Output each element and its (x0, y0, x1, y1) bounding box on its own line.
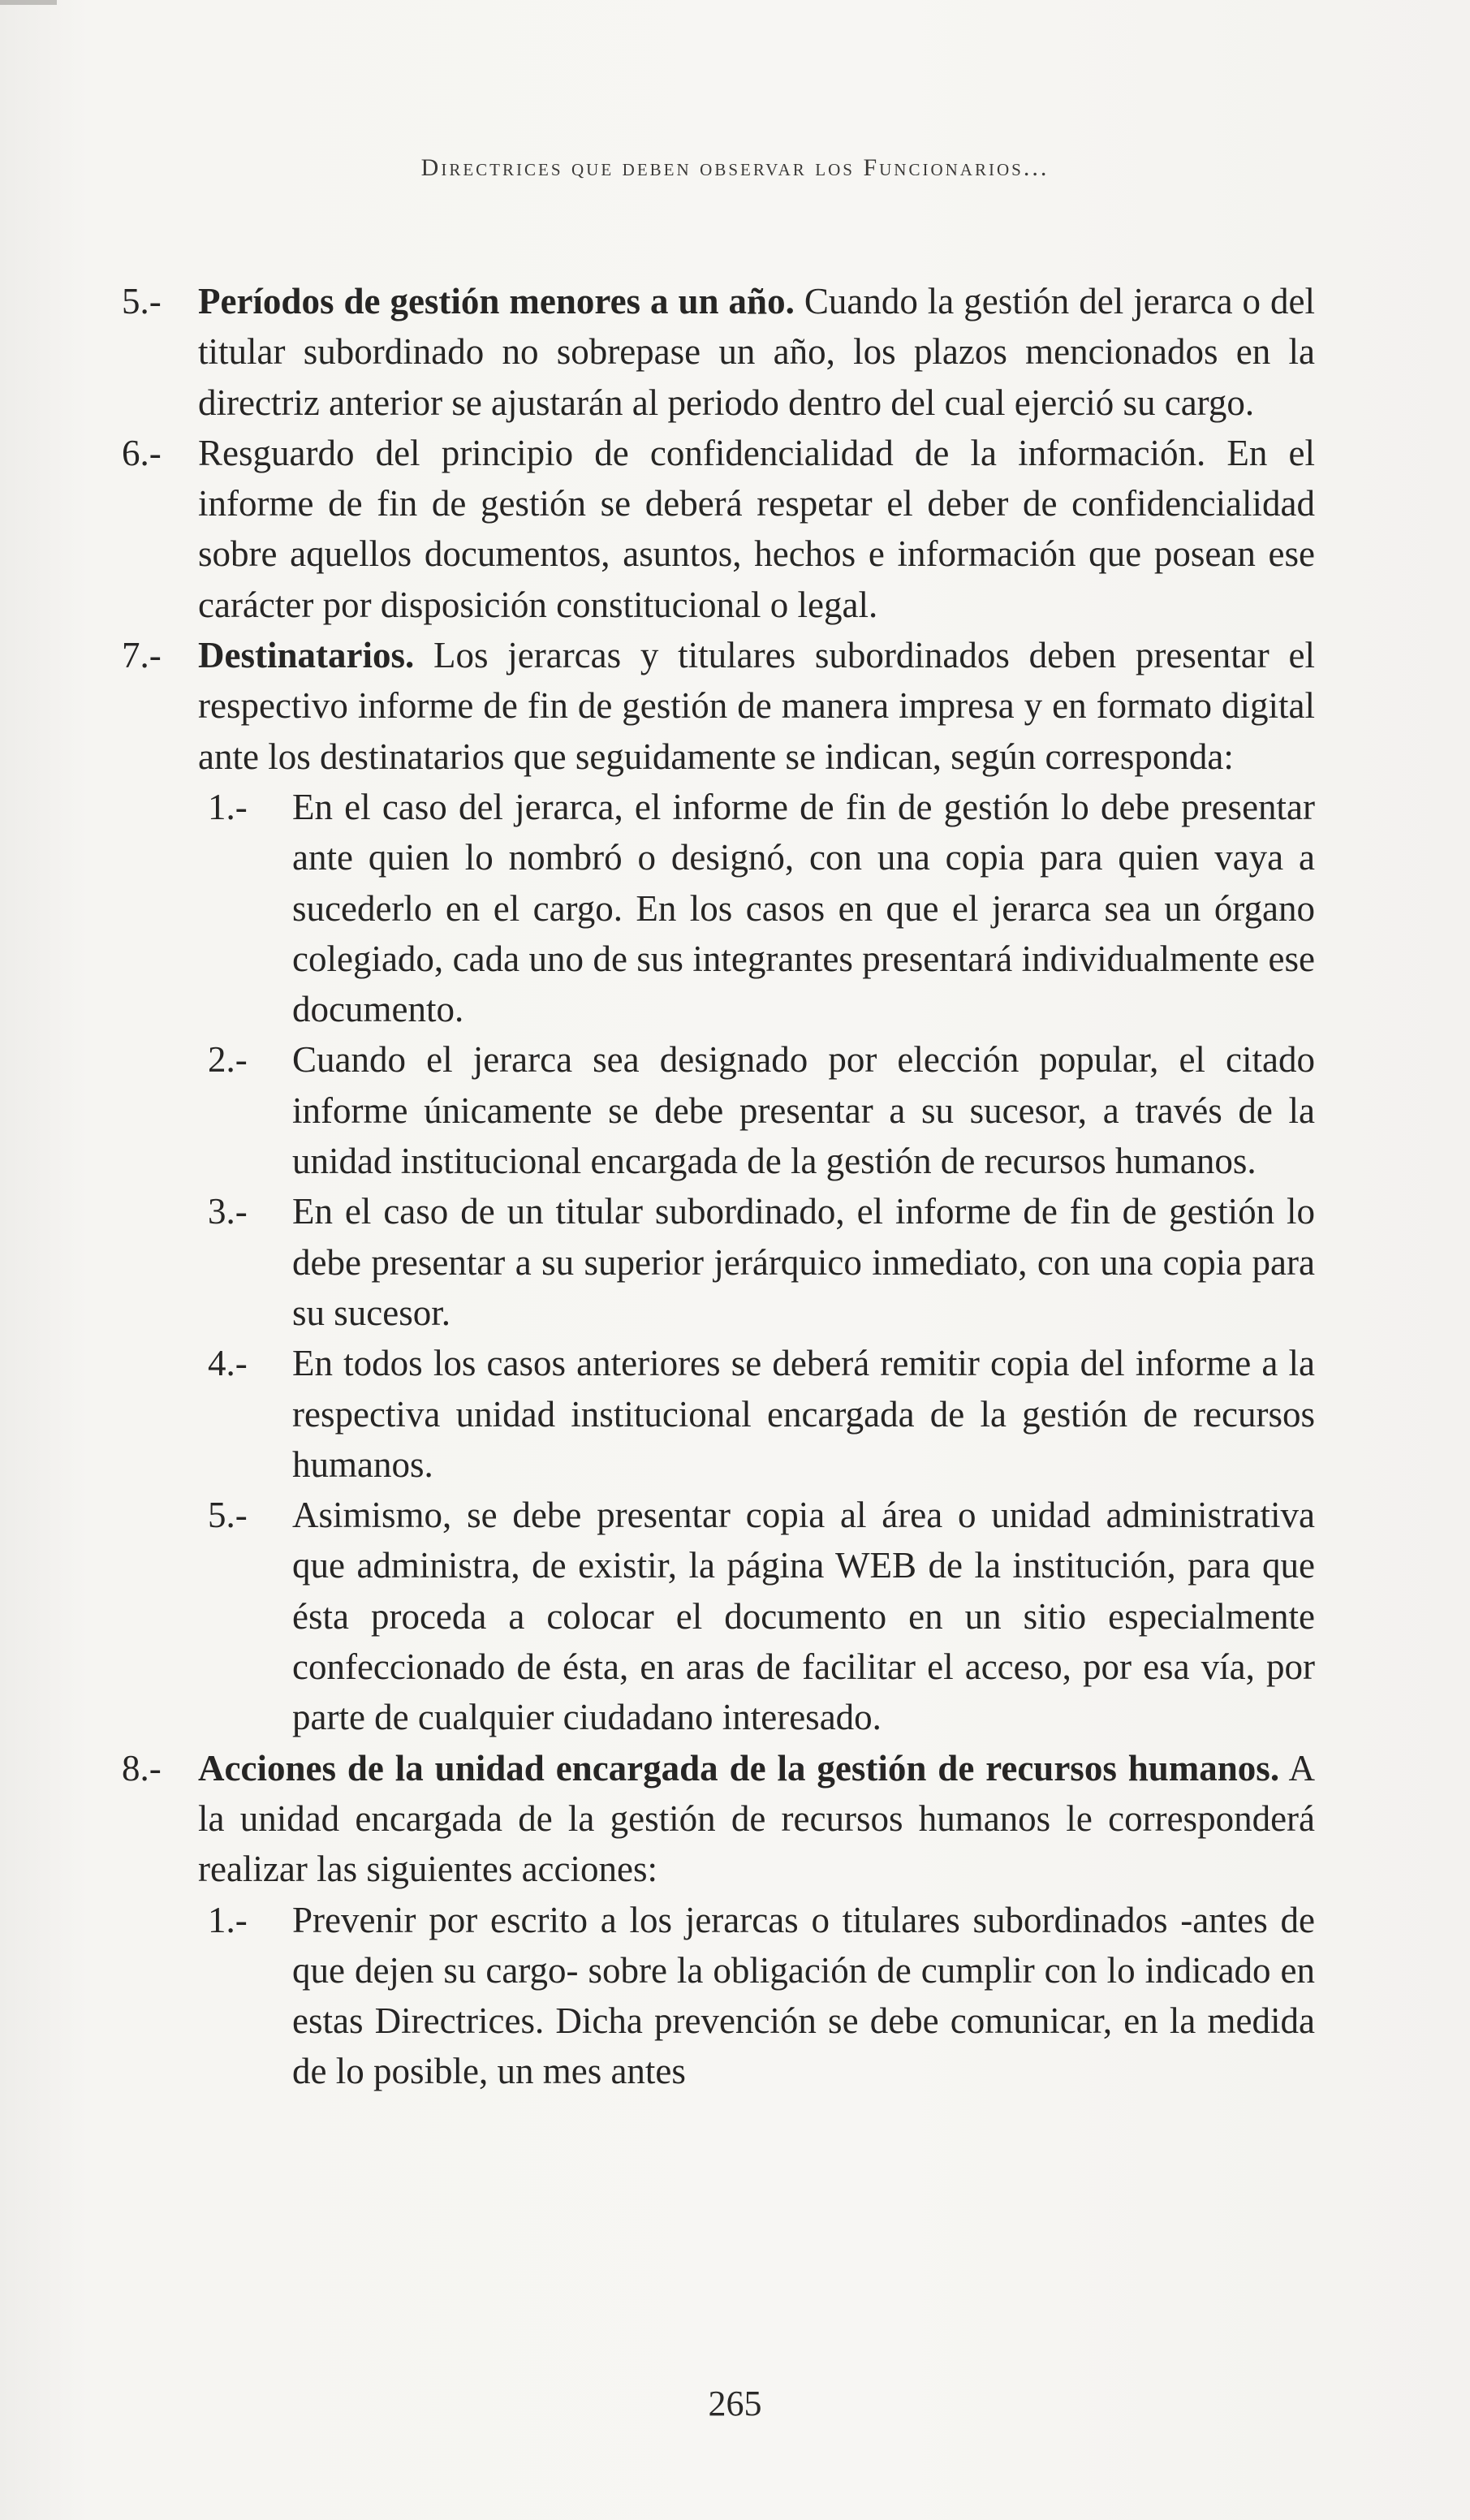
sub-item-number: 1.- (208, 786, 248, 827)
sub-item-7-4 (122, 1338, 1315, 1490)
sub-item-7-1 (122, 782, 1315, 1034)
item-text: Cuando la gestión del jerarca o del titular subordinado no sobrepase un año, los plazos mencionados en la directriz anterior se ajustarán al periodo dentro del cual ejerció su cargo. (198, 281, 1315, 423)
sub-item-8-1 (122, 1895, 1315, 2097)
directive-item-7 (122, 630, 1315, 782)
page-corner-mark (0, 0, 57, 5)
sub-item-text: Prevenir por escrito a los jerarcas o titulares subordinados -antes de que dejen su cargo- sobre la obligación de cumplir con lo indicado en estas Directrices. Dicha prevención se debe comunicar, en la medida de lo posible, un mes antes (292, 1899, 1315, 2092)
sub-item-7-3 (122, 1186, 1315, 1338)
directive-item-6 (122, 428, 1315, 630)
item-number: 7.- (122, 635, 162, 676)
item-heading: Destinatarios. (198, 635, 415, 676)
item-number: 6.- (122, 432, 162, 473)
sub-item-7-5 (122, 1490, 1315, 1742)
item-text: Resguardo del principio de confidencialidad de la información. En el informe de fin de gestión se deberá respetar el deber de confidencialidad sobre aquellos documentos, asuntos, hechos e información que posean ese carácter por disposición constitucional o legal. (198, 432, 1315, 625)
item-heading: Períodos de gestión menores a un año. (198, 281, 795, 321)
sub-item-number: 2.- (208, 1039, 248, 1081)
item-number: 8.- (122, 1747, 162, 1789)
sub-item-text: Asimismo, se debe presentar copia al área o unidad administrativa que administra, de existir, la página WEB de la institución, para que ésta proceda a colocar el documento en un sitio especialmente confeccionado de ésta, en aras de facilitar el acceso, por esa vía, por parte de cualquier ciudadano interesado. (292, 1495, 1315, 1738)
sub-item-number: 1.- (208, 1899, 248, 1940)
item-number: 5.- (122, 281, 162, 321)
item-text: A la unidad encargada de la gestión de recursos humanos le corresponderá realizar las siguientes acciones: (198, 1747, 1315, 1890)
sub-item-number: 5.- (208, 1495, 248, 1536)
sub-item-number: 4.- (208, 1343, 248, 1384)
directives-body (122, 276, 1315, 2097)
sub-item-text: En todos los casos anteriores se deberá remitir copia del informe a la respectiva unidad institucional encargada de la gestión de recursos humanos. (292, 1343, 1315, 1485)
sub-item-text: Cuando el jerarca sea designado por elección popular, el citado informe únicamente se debe presentar a su sucesor, a través de la unidad institucional encargada de la gestión de recursos humanos. (292, 1039, 1315, 1182)
page-number: 265 (708, 2384, 762, 2423)
sub-item-number: 3.- (208, 1191, 248, 1232)
sub-item-text: En el caso del jerarca, el informe de fin de gestión lo debe presentar ante quien lo nombró o designó, con una copia para quien vaya a sucederlo en el cargo. En los casos en que el jerarca sea un órgano colegiado, cada uno de sus integrantes presentará individualmente ese documento. (292, 786, 1315, 1030)
directive-item-5 (122, 276, 1315, 428)
sub-item-text: En el caso de un titular subordinado, el informe de fin de gestión lo debe presentar a su superior jerárquico inmediato, con una copia para su sucesor. (292, 1191, 1315, 1333)
sub-item-7-2 (122, 1034, 1315, 1186)
running-header: Directrices que deben observar los Funcionarios... (420, 154, 1050, 181)
item-text: Los jerarcas y titulares subordinados deben presentar el respectivo informe de fin de gestión de manera impresa y en formato digital ante los destinatarios que seguidamente se indican, según corresponda: (198, 635, 1315, 777)
item-heading: Acciones de la unidad encargada de la gestión de recursos humanos. (198, 1747, 1280, 1789)
directive-item-8 (122, 1743, 1315, 1895)
